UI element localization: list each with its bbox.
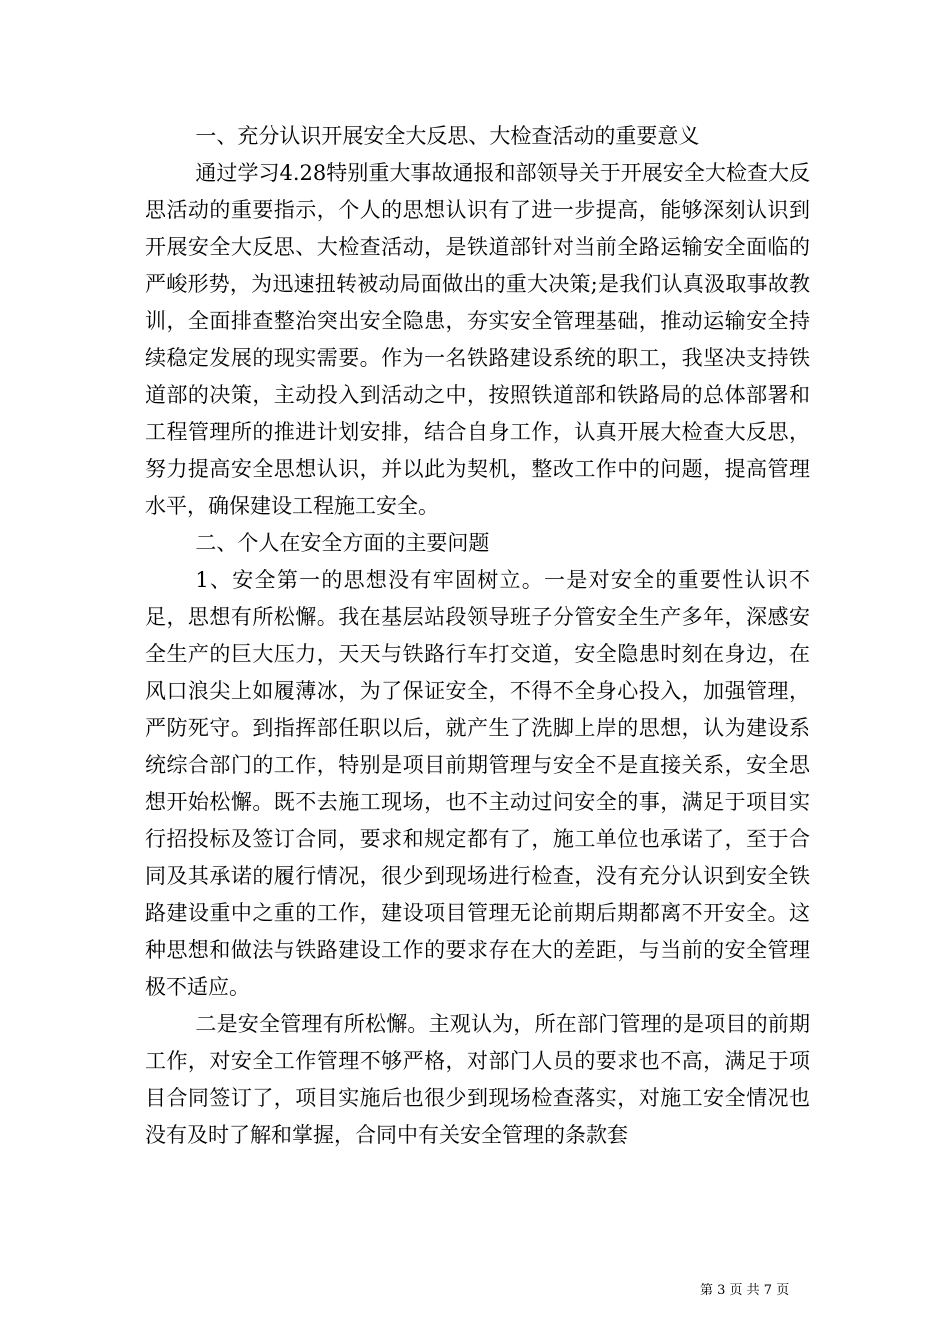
section-heading-1: 一、充分认识开展安全大反思、大检查活动的重要意义 [195,124,700,148]
paragraph-3: 二是安全管理有所松懈。主观认为，所在部门管理的是项目的前期工作，对安全工作管理不够严格，对部门人员的要求也不高，满足于项目合同签订了，项目实施后也很少到现场检查落实，对施工安全情况也没有及时了解和掌握，合同中有关安全管理的条款套 [145,1012,810,1147]
section-heading-2: 二、个人在安全方面的主要问题 [195,531,490,555]
paragraph-2: 1、安全第一的思想没有牢固树立。一是对安全的重要性认识不足，思想有所松懈。我在基层站段领导班子分管安全生产多年，深感安全生产的巨大压力，天天与铁路行车打交道，安全隐患时刻在身边，在风口浪尖上如履薄冰，为了保证安全，不得不全身心投入，加强管理，严防死守。到指挥部任职以后，就产生了洗脚上岸的思想，认为建设系统综合部门的工作，特别是项目前期管理与安全不是直接关系，安全思想开始松懈。既不去施工现场，也不主动过问安全的事，满足于项目实行招投标及签订合同，要求和规定都有了，施工单位也承诺了，至于合同及其承诺的履行情况，很少到现场进行检查，没有充分认识到安全铁路建设重中之重的工作，建设项目管理无论前期后期都离不开安全。这种思想和做法与铁路建设工作的要求存在大的差距，与当前的安全管理极不适应。 [145,568,810,999]
paragraph-1: 通过学习4.28特别重大事故通报和部领导关于开展安全大检查大反思活动的重要指示，个人的思想认识有了进一步提高，能够深刻认识到开展安全大反思、大检查活动，是铁道部针对当前全路运输安全面临的严峻形势，为迅速扭转被动局面做出的重大决策;是我们认真汲取事故教训，全面排查整治突出安全隐患，夯实安全管理基础，推动运输安全持续稳定发展的现实需要。作为一名铁路建设系统的职工，我坚决支持铁道部的决策，主动投入到活动之中，按照铁道部和铁路局的总体部署和工程管理所的推进计划安排，结合自身工作，认真开展大检查大反思，努力提高安全思想认识，并以此为契机，整改工作中的问题，提高管理水平，确保建设工程施工安全。 [145,161,810,518]
page-number-footer: 第 3 页 共 7 页 [700,1283,790,1298]
document-body [145,118,810,1154]
